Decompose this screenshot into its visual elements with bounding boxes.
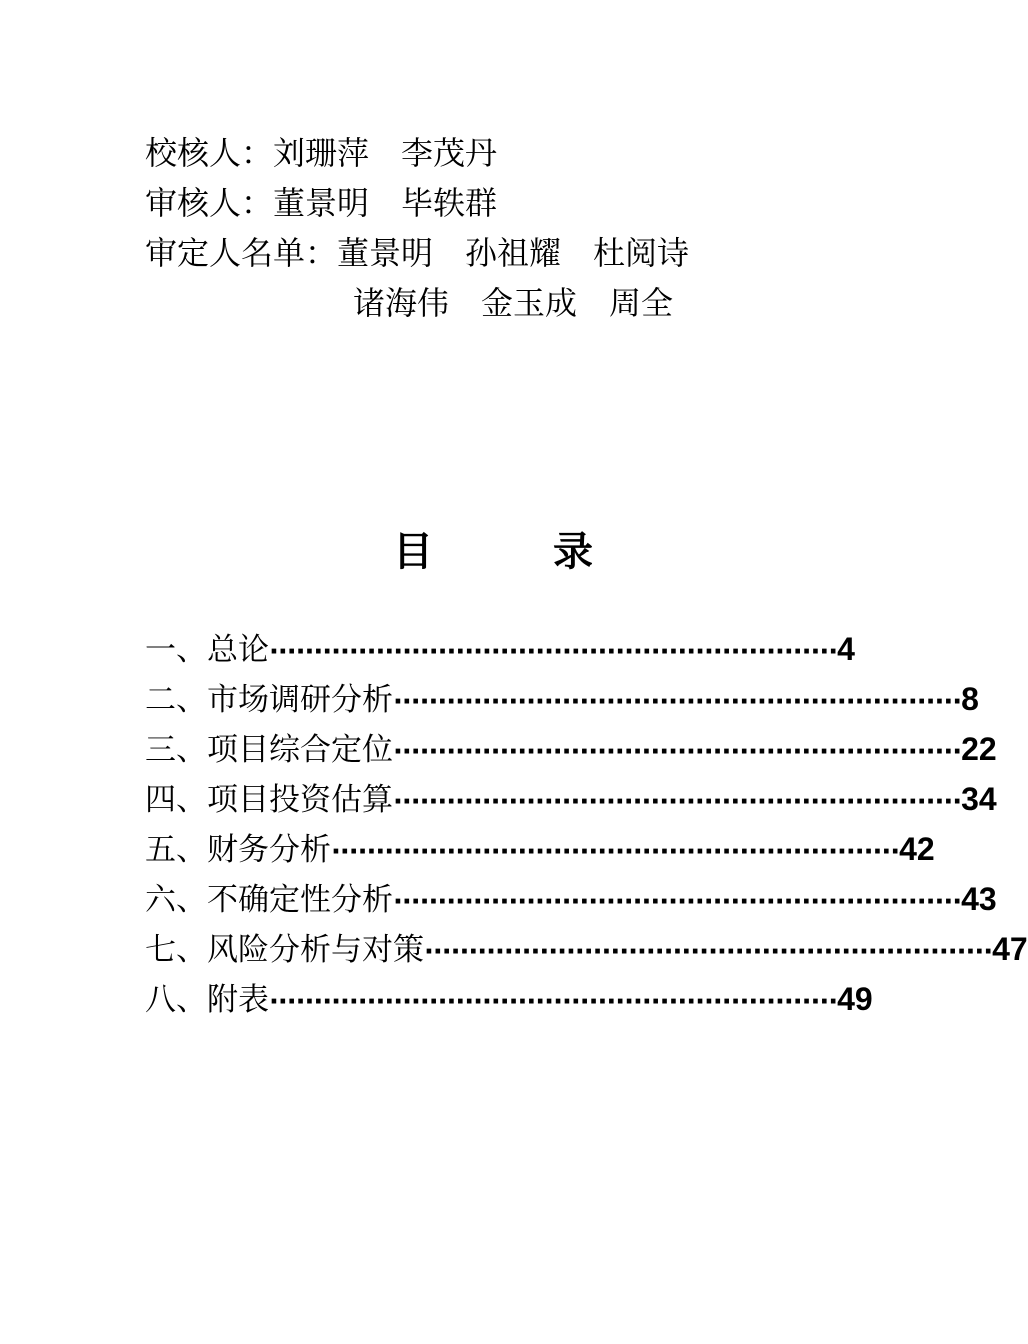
approver-line: 审定人名单：董景明 孙祖耀 杜阅诗 (145, 234, 690, 272)
toc-entry[interactable] (145, 924, 1028, 974)
toc-entry[interactable] (145, 624, 855, 674)
toc-leader-dots: ································································ (269, 987, 838, 1017)
toc-entry-page: 49 (837, 981, 873, 1017)
toc-leader-dots: ································································ (424, 937, 993, 967)
toc-entry-label: 二、市场调研分析 (145, 682, 393, 718)
toc-entry-label: 七、风险分析与对策 (145, 932, 424, 968)
credits-block (145, 128, 689, 328)
toc-entry[interactable] (145, 724, 997, 774)
toc-entry-page: 22 (961, 731, 997, 767)
toc-entry-page: 8 (961, 681, 979, 717)
toc-entry-label: 五、财务分析 (145, 832, 331, 868)
toc-leader-dots: ································································ (393, 687, 962, 717)
toc-entry[interactable] (145, 774, 997, 824)
toc-entry-label: 三、项目综合定位 (145, 732, 393, 768)
auditor-line: 审核人：董景明 毕轶群 (145, 184, 498, 222)
toc-leader-dots: ································································ (393, 737, 962, 767)
toc-entry-page: 42 (899, 831, 935, 867)
toc-entry-page: 34 (961, 781, 997, 817)
toc-title: 目 录 (393, 529, 593, 575)
table-of-contents (145, 624, 1028, 1024)
toc-entry[interactable] (145, 874, 997, 924)
reviewer-line: 校核人：刘珊萍 李茂丹 (145, 134, 498, 172)
toc-entry-page: 47 (992, 931, 1028, 967)
toc-leader-dots: ································································ (269, 637, 838, 667)
toc-entry-label: 四、项目投资估算 (145, 782, 393, 818)
approver-line-continued: 诸海伟 金玉成 周全 (353, 284, 674, 322)
toc-entry-page: 43 (961, 881, 997, 917)
toc-leader-dots: ································································ (393, 787, 962, 817)
toc-entry[interactable] (145, 674, 979, 724)
toc-leader-dots: ································································ (393, 887, 962, 917)
toc-entry-label: 六、不确定性分析 (145, 882, 393, 918)
toc-entry-page: 4 (837, 631, 855, 667)
toc-entry[interactable] (145, 974, 873, 1024)
toc-leader-dots: ································································ (331, 837, 900, 867)
toc-entry-label: 八、附表 (145, 982, 269, 1018)
toc-entry-label: 一、总论 (145, 632, 269, 668)
toc-entry[interactable] (145, 824, 935, 874)
